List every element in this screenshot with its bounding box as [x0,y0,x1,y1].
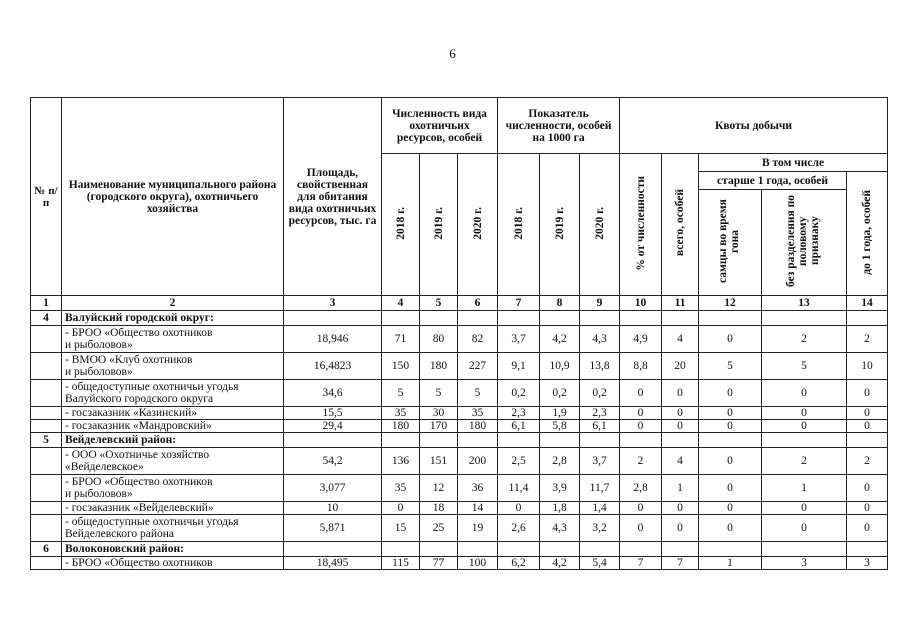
empty-cell [620,311,662,326]
value-cell: 4,2 [540,557,580,570]
value-cell: 20 [662,353,699,380]
value-cell: 54,2 [284,448,382,475]
name-line: - ВМОО «Клуб охотников [65,354,193,366]
district-name: Валуйский городской округ: [62,311,284,326]
value-cell: 3 [762,557,847,570]
header-pop-2018: 2018 г. [382,154,420,296]
header-den-2020: 2020 г. [580,154,620,296]
hunting-area-name [62,380,284,407]
value-cell: 0,2 [540,380,580,407]
value-cell: 4 [662,448,699,475]
empty-cell [284,542,382,557]
value-cell: 5 [699,353,762,380]
row-number [31,502,62,515]
header-older: старше 1 года, особей [699,172,847,190]
district-name: Вейделевский район: [62,433,284,448]
empty-cell [458,542,498,557]
empty-cell [420,542,458,557]
value-cell: 0 [847,420,888,433]
value-cell: 180 [382,420,420,433]
empty-cell [762,542,847,557]
value-cell: 0 [762,380,847,407]
row-number [31,326,62,353]
empty-cell [847,542,888,557]
column-number: 10 [620,296,662,311]
value-cell: 0 [382,502,420,515]
value-cell: 4,2 [540,326,580,353]
column-number: 12 [699,296,762,311]
empty-cell [699,311,762,326]
value-cell: 100 [458,557,498,570]
value-cell: 0 [762,515,847,542]
hunting-area-name [62,502,284,515]
value-cell: 2 [620,448,662,475]
value-cell: 4 [662,326,699,353]
value-cell: 25 [420,515,458,542]
empty-cell [498,542,540,557]
value-cell: 7 [662,557,699,570]
table-body [31,311,888,570]
name-line: Вейделевского района [65,528,175,540]
value-cell: 0 [699,420,762,433]
header-den-2018: 2018 г. [498,154,540,296]
value-cell: 1 [699,557,762,570]
value-cell: 0 [762,407,847,420]
value-cell: 5,871 [284,515,382,542]
value-cell: 0 [699,380,762,407]
value-cell: 18 [420,502,458,515]
value-cell: 11,4 [498,475,540,502]
empty-cell [458,433,498,448]
empty-cell [662,433,699,448]
value-cell: 8,8 [620,353,662,380]
column-number: 6 [458,296,498,311]
value-cell: 1,8 [540,502,580,515]
value-cell: 136 [382,448,420,475]
value-cell: 15 [382,515,420,542]
column-number: 3 [284,296,382,311]
hunting-area-name [62,515,284,542]
hunting-area-name [62,353,284,380]
value-cell: 1,9 [540,407,580,420]
column-number: 5 [420,296,458,311]
value-cell: 200 [458,448,498,475]
value-cell: 0 [699,475,762,502]
value-cell: 0 [847,475,888,502]
value-cell: 30 [420,407,458,420]
value-cell: 0 [847,380,888,407]
value-cell: 227 [458,353,498,380]
value-cell: 0 [620,502,662,515]
value-cell: 5 [382,380,420,407]
quota-table [30,97,888,570]
value-cell: 0 [620,420,662,433]
value-cell: 10 [847,353,888,380]
header-density: Показатель численности, особей на 1000 га [498,98,620,154]
empty-cell [284,311,382,326]
column-number: 1 [31,296,62,311]
name-line: и рыболовов» [65,488,133,500]
name-line: и рыболовов» [65,366,133,378]
value-cell: 0 [620,380,662,407]
row-number: 4 [31,311,62,326]
row-number: 5 [31,433,62,448]
empty-cell [699,433,762,448]
district-name: Волоконовский район: [62,542,284,557]
value-cell: 77 [420,557,458,570]
row-number [31,353,62,380]
header-no-sex: без разделения по половому признаку [762,190,847,296]
table-row [31,407,888,420]
value-cell: 34,6 [284,380,382,407]
district-row [31,542,888,557]
name-line: - общедоступные охотничьи угодья [65,381,239,393]
value-cell: 5,4 [580,557,620,570]
table-row [31,557,888,570]
hunting-area-name [62,420,284,433]
value-cell: 3,7 [498,326,540,353]
value-cell: 180 [420,353,458,380]
value-cell: 19 [458,515,498,542]
header-total: всего, особей [662,154,699,296]
hunting-area-name [62,475,284,502]
value-cell: 35 [382,475,420,502]
value-cell: 5 [762,353,847,380]
value-cell: 35 [458,407,498,420]
hunting-area-name [62,448,284,475]
header-population: Численность вида охотничьих ресурсов, особей [382,98,498,154]
empty-cell [580,542,620,557]
value-cell: 0 [699,448,762,475]
value-cell: 18,946 [284,326,382,353]
header-pct: % от численности [620,154,662,296]
value-cell: 82 [458,326,498,353]
empty-cell [458,311,498,326]
empty-cell [498,311,540,326]
value-cell: 2,8 [540,448,580,475]
column-number: 4 [382,296,420,311]
header-including: В том числе [699,154,888,172]
row-number [31,407,62,420]
value-cell: 0,2 [498,380,540,407]
value-cell: 7 [620,557,662,570]
value-cell: 15,5 [284,407,382,420]
value-cell: 6,1 [580,420,620,433]
value-cell: 170 [420,420,458,433]
value-cell: 2,3 [498,407,540,420]
value-cell: 6,1 [498,420,540,433]
value-cell: 11,7 [580,475,620,502]
table-row [31,475,888,502]
empty-cell [662,311,699,326]
table-row [31,326,888,353]
value-cell: 3,9 [540,475,580,502]
value-cell: 5 [458,380,498,407]
value-cell: 0 [762,420,847,433]
value-cell: 14 [458,502,498,515]
header-quotas: Квоты добычи [620,98,888,154]
table-row [31,420,888,433]
row-number [31,515,62,542]
value-cell: 2 [847,326,888,353]
value-cell: 0 [847,515,888,542]
value-cell: 0 [699,502,762,515]
name-line: - БРОО «Общество охотников [65,557,213,569]
value-cell: 0 [662,515,699,542]
column-number: 2 [62,296,284,311]
name-line: - БРОО «Общество охотников [65,476,213,488]
empty-cell [284,433,382,448]
value-cell: 0 [699,326,762,353]
empty-cell [420,433,458,448]
value-cell: 0 [662,420,699,433]
value-cell: 3,7 [580,448,620,475]
empty-cell [620,433,662,448]
value-cell: 2,3 [580,407,620,420]
value-cell: 10,9 [540,353,580,380]
value-cell: 2,6 [498,515,540,542]
name-line: - общедоступные охотничьи угодья [65,516,239,528]
column-number: 7 [498,296,540,311]
value-cell: 5,8 [540,420,580,433]
value-cell: 35 [382,407,420,420]
value-cell: 5 [420,380,458,407]
value-cell: 1,4 [580,502,620,515]
empty-cell [498,433,540,448]
value-cell: 2 [847,448,888,475]
header-name: Наименование муниципального района (городского округа), охотничьего хозяйства [62,98,284,296]
value-cell: 6,2 [498,557,540,570]
hunting-area-name [62,407,284,420]
value-cell: 9,1 [498,353,540,380]
value-cell: 2 [762,326,847,353]
empty-cell [580,433,620,448]
header-pop-2019: 2019 г. [420,154,458,296]
name-line: - госзаказник «Казинский» [65,407,198,419]
name-line: - БРОО «Общество охотников [65,327,213,339]
table-row [31,380,888,407]
value-cell: 3,077 [284,475,382,502]
value-cell: 0 [847,502,888,515]
empty-cell [662,542,699,557]
empty-cell [847,433,888,448]
row-number [31,448,62,475]
empty-cell [420,311,458,326]
value-cell: 36 [458,475,498,502]
table-row [31,515,888,542]
value-cell: 0 [498,502,540,515]
value-cell: 0 [699,515,762,542]
table-row [31,502,888,515]
value-cell: 0 [662,380,699,407]
value-cell: 71 [382,326,420,353]
value-cell: 150 [382,353,420,380]
header-males: самцы во время гона [699,190,762,296]
value-cell: 4,9 [620,326,662,353]
value-cell: 2 [762,448,847,475]
row-number: 6 [31,542,62,557]
value-cell: 180 [458,420,498,433]
empty-cell [762,311,847,326]
value-cell: 16,4823 [284,353,382,380]
name-line: и рыболовов» [65,339,133,351]
value-cell: 0,2 [580,380,620,407]
value-cell: 18,495 [284,557,382,570]
value-cell: 151 [420,448,458,475]
column-number: 11 [662,296,699,311]
header-num: № п/п [31,98,62,296]
empty-cell [382,542,420,557]
name-line: - госзаказник «Вейделевский» [65,502,214,514]
name-line: «Вейделевское» [65,461,144,473]
empty-cell [699,542,762,557]
value-cell: 1 [762,475,847,502]
value-cell: 0 [620,407,662,420]
header-pop-2020: 2020 г. [458,154,498,296]
value-cell: 10 [284,502,382,515]
header-under-1: до 1 года, особей [847,172,888,296]
value-cell: 0 [662,407,699,420]
column-numbers-row [31,296,888,311]
row-number [31,420,62,433]
value-cell: 0 [699,407,762,420]
name-line: - госзаказник «Мандровский» [65,420,212,432]
value-cell: 80 [420,326,458,353]
value-cell: 0 [762,502,847,515]
value-cell: 12 [420,475,458,502]
value-cell: 3,2 [580,515,620,542]
empty-cell [620,542,662,557]
column-number: 8 [540,296,580,311]
empty-cell [762,433,847,448]
hunting-area-name [62,326,284,353]
column-number: 9 [580,296,620,311]
empty-cell [540,542,580,557]
header-den-2019: 2019 г. [540,154,580,296]
column-number: 13 [762,296,847,311]
value-cell: 2,5 [498,448,540,475]
value-cell: 0 [662,502,699,515]
row-number [31,380,62,407]
header-area: Площадь, свойственная для обитания вида охотничьих ресурсов, тыс. га [284,98,382,296]
empty-cell [382,433,420,448]
name-line: - ООО «Охотничье хозяйство [65,449,210,461]
value-cell: 0 [620,515,662,542]
name-line: Валуйского городского округа [65,393,214,405]
district-row [31,311,888,326]
column-number: 14 [847,296,888,311]
empty-cell [847,311,888,326]
hunting-area-name [62,557,284,570]
value-cell: 13,8 [580,353,620,380]
empty-cell [580,311,620,326]
table-row [31,353,888,380]
empty-cell [540,311,580,326]
value-cell: 4,3 [540,515,580,542]
empty-cell [382,311,420,326]
table-row [31,448,888,475]
value-cell: 4,3 [580,326,620,353]
row-number [31,475,62,502]
page-number: 6 [449,46,456,61]
value-cell: 0 [847,407,888,420]
empty-cell [540,433,580,448]
value-cell: 3 [847,557,888,570]
value-cell: 29,4 [284,420,382,433]
district-row [31,433,888,448]
row-number [31,557,62,570]
value-cell: 1 [662,475,699,502]
value-cell: 2,8 [620,475,662,502]
value-cell: 115 [382,557,420,570]
